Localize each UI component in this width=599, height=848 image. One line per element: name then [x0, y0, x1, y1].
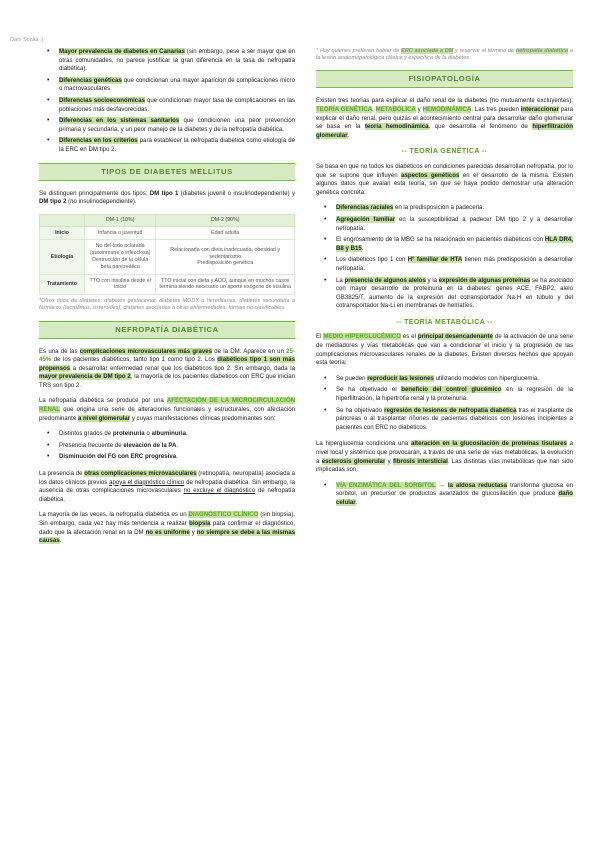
metabolica-paragraph: El MEDIO HIPERGLUCÉMICO es el principal desencadenante de la activación de una serie de mediadores y vías metabólicas que van a condicionar el inicio y la progresión de las complicaciones microvasculares renales de la diabetes. Existen diversos hechos que apoyan esta teoría:: [316, 333, 574, 367]
list-item: • La presencia de algunos alelos y la expresión de algunas proteínas se ha asociado con mayor desarrollo de proteinuria en la diabetes: genes ACE, FABP2, alelo GB3825/T, aumento de la expresión del cotransportador Na-H en túbulo y del cotransportador Na-Li en membranas de hematíes.: [336, 277, 573, 311]
vias-list: [316, 482, 573, 508]
list-item: • Se ha objetivado regresión de lesiones de nefropatía diabética tras el trasplante de páncreas o al trasplantar riñones de pacientes diabéticos con lesiones incipientes a pacientes con ERC no diabéticos.: [336, 407, 573, 433]
causes-list: [39, 48, 295, 155]
section-header-tipos: TIPOS DE DIABETES MELLITUS: [39, 163, 295, 181]
diabetes-types-table: [39, 214, 295, 295]
metabolica-list: [316, 375, 573, 433]
section-header-fisiopatologia: FISIOPATOLOGÍA: [316, 70, 573, 88]
table-row: [40, 274, 295, 295]
table-header-row: [40, 214, 295, 226]
subheader-metabolica: -- TEORÍA METABÓLICA --: [396, 318, 493, 326]
table-cell: Relacionada con dieta inadecuada, obesidad y sedentarismo Predisposición genética: [156, 240, 295, 274]
list-item: • Presencia frecuente de elevación de la PA.: [59, 442, 295, 451]
nefro-paragraph-2: La nefropatía diabética se produce por una AFECTACIÓN DE LA MICROCIRCULACIÓN RENAL que origina una serie de alteraciones funcionales y estructurales, con afectación predominante a nivel glomerular y cuyas manifestaciones clínicas predominantes son:: [39, 397, 295, 422]
section-header-nefropatia: NEFROPATÍA DIABÉTICA: [39, 321, 295, 339]
list-item: • Diferencias socioeconómicas que condicionan mayor tasa de complicaciones en las poblaciones más desfavorecidas.: [59, 97, 295, 114]
right-column: [316, 48, 573, 516]
table-row: [40, 240, 295, 274]
table-header-cell: DM-1 (10%): [85, 214, 156, 226]
genetica-paragraph: Se basa en que no todos los diabéticos en condiciones parecidas desarrollan nefropatía, por lo que se supone que influyen aspectos genéticos en el desarrollo de la misma. Existen algunos datos que avalan esta teoría, sin que se haya podido demostrar una alteración genética concreta:: [316, 162, 574, 196]
list-item: • Diferencias genéticas que condicionan una mayor aparición de complicaciones micro o macrovasculares.: [59, 77, 295, 94]
nefro-paragraph-3: La presencia de otras complicaciones microvasculares (retinopatía, neuropatía) asociada a los datos clínicos previos apoya el diagnóstico clínico de nefropatía diabética. Sin embargo, la ausencia de otras complicaciones microvasculares no excluye el diagnóstico de nefropatía diabética.: [39, 470, 296, 503]
arrow-icon: →: [438, 481, 445, 489]
list-item: • Los diabéticos tipo 1 con H° familiar de HTA tienen más predisposición a desarrollar nefropatía.: [336, 256, 573, 273]
table-row-label: Etiología: [40, 240, 85, 274]
nefro-paragraph-1: Es una de las complicaciones microvasculares más graves de la DM. Aparece en un 25-45% de los pacientes diabéticos, tanto tipo 1 como tipo 2. Los diabéticos tipo 1 son más propensos a desarrollar enfermedad renal que los diabéticos tipo 2. Sin embargo, dada la mayor prevalencia de DM tipo 2, la mayoría de los pacientes diabéticos con ERC que inician TRS son tipo 2.: [39, 347, 296, 389]
table-cell: Infancia o juventud: [85, 226, 156, 240]
metabolica-paragraph-2: La hiperglucemia condiciona una alteración en la glucosilación de proteínas tisulares a nivel local y sistémico que provocarán, a través de una serie de vías metabólicas, la evolución a esclerosis glomerular y fibrosis intersticial. Las distintas vías metabólicas que han sido implicadas son:: [316, 440, 574, 474]
genetica-list: [316, 204, 573, 311]
list-item: • Diferencias en los sistemas sanitarios que condicionen una peor prevención primaria y secundaria, y un peor manejo de la diabetes y de la nefropatía diabética.: [59, 117, 295, 134]
subheader-genetica: -- TEORÍA GENÉTICA --: [401, 148, 488, 156]
table-header-cell: [40, 214, 85, 226]
table-cell: No del todo aclarada (autoinmune o infecciosa) Destrucción de la célula beta pancreática: [85, 240, 156, 274]
table-footnote: *Otros tipos de diabetes: diabetes gestacional, diabetes MODY o hereditarias, diabetes secundaria a fármacos (tacrólimus, esteroides), diabetes asociadas a otras enfermedades, formas no clasificables.: [39, 298, 295, 312]
left-column: [39, 48, 295, 553]
table-row: [40, 226, 295, 240]
list-item: • Disminución del FG con ERC progresiva.: [59, 453, 295, 462]
tipos-paragraph: Se distinguen principalmente dos tipos: DM tipo 1 (diabetes juvenil o insulinodependiente) y DM tipo 2 (no insulinodependiente).: [39, 189, 295, 206]
list-item: • Mayor prevalencia de diabetes en Canarias (sin embargo, pese a ser mayor que en otras comunidades, no parece justificar la gran diferencia en la tasa de nefropatía diabética).: [59, 48, 295, 74]
list-item: • Diferencias en los criterios para establecer la nefropatía diabética como etiología de la ERC en DM tipo 2.: [59, 137, 295, 154]
list-item: • Agregación familiar en la susceptibilidad a padecer DM tipo 2 y a desarrollar nefropatía.: [336, 216, 573, 233]
table-row-label: Tratamiento: [40, 274, 85, 295]
table-header-cell: DM-2 (90%): [156, 214, 295, 226]
fisio-paragraph: Existen tres teorías para explicar el daño renal de la diabetes (no mutuamente excluyentes): TEORÍA GENÉTICA, METABÓLICA y HEMODINÁMICA. Las tres pueden interaccionar para explicar el daño renal, pero quizás el acontecimiento central para desarrollar daño glomerular se basa en la teoría hemodinámica, que desarrolla el fenómeno de hiperfiltración glomerular.: [316, 97, 573, 139]
top-note: * Hay quienes prefieren hablar de ERC asociada a DM y reservar el término de nefropatía diabética a la lesión anatomopatológica clásica y específica de la diabetes.: [316, 48, 573, 62]
author-label: Dani Scalia :): [10, 37, 44, 43]
manifestations-list: [39, 430, 295, 462]
list-item: • El engrosamiento de la MBG se ha relacionado en pacientes diabéticos con HLA DR4, B8 y B15.: [336, 236, 573, 253]
nefro-paragraph-4: La mayoría de las veces, la nefropatía diabética es un DIAGNÓSTICO CLÍNICO (sin biopsia). Sin embargo, cada vez hay más tendencia a realizar biopsia para confirmar el diagnóstico, dado que la afectación renal en la DM no es uniforme y no siempre se debe a las mismas causas.: [39, 511, 295, 545]
list-item: • Se ha objetivado el beneficio del control glucémico en la regresión de la hiperfiltración, la hipertrofia renal y la proteinuria.: [336, 386, 573, 403]
list-item: • VÍA ENZIMÁTICA DEL SORBITOL → la aldosa reductasa transforma glucosa en sorbitol, un precursor de productos avanzados de glucosilación que produce daño celular.: [336, 482, 573, 508]
table-cell: TTO inicial con dieta y ADO, aunque en muchos casos termina siendo necesario un aporte exógeno de insulina: [156, 274, 295, 295]
list-item: • Distintos grados de proteinuria o albuminuria.: [59, 430, 295, 439]
table-cell: Edad adulta: [156, 226, 295, 240]
list-item: • Se pueden reproducir las lesiones utilizando modelos con hiperglucemia.: [336, 375, 573, 384]
list-item: • Diferencias raciales en la predisposición a padecerla.: [336, 204, 573, 213]
table-row-label: Inicio: [40, 226, 85, 240]
table-cell: TTO con insulina desde el inicio: [85, 274, 156, 295]
